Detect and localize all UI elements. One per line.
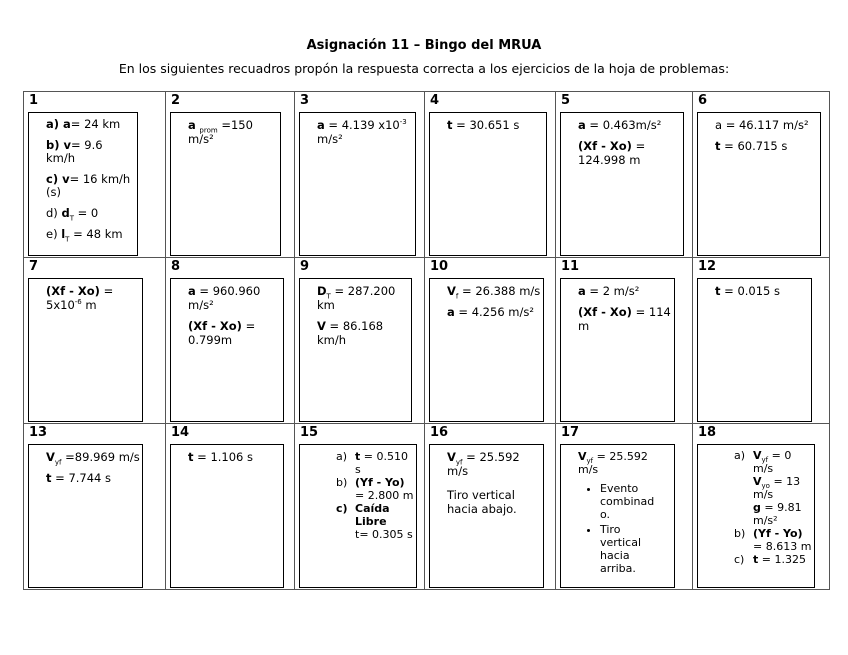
- answer-value: = 1.106 s: [193, 450, 254, 464]
- cell-2: [166, 92, 295, 258]
- answer-value: = 48 km: [69, 227, 123, 241]
- subscript: yf: [455, 458, 463, 467]
- cell-13: [24, 424, 166, 590]
- cell-number: 3: [300, 93, 310, 108]
- answer-value: 124.998 m: [578, 153, 641, 167]
- answer-prefix: b): [336, 476, 348, 489]
- cell-number: 7: [29, 259, 39, 274]
- answer-value: km/h: [317, 333, 347, 347]
- answer-prefix: e): [46, 227, 62, 241]
- cell-12: [693, 258, 830, 424]
- answer-value: m/s²: [188, 132, 214, 146]
- answer-value: = 8.613 m: [753, 540, 812, 553]
- answer-value: m: [81, 298, 97, 312]
- answer-label: t: [188, 450, 194, 464]
- cell-number: 16: [430, 425, 449, 440]
- answer-label: V: [753, 449, 762, 462]
- answer-value: = 1.325: [758, 553, 806, 566]
- subscript: T: [326, 292, 331, 301]
- answer-value: = 960.960: [195, 284, 261, 298]
- cell-number: 10: [430, 259, 449, 274]
- answer-value: s: [355, 463, 361, 476]
- cell-number: 8: [171, 259, 181, 274]
- superscript: -6: [74, 298, 82, 307]
- answer-value: = 60.715 s: [720, 139, 788, 153]
- answer-value: = 16 km/h: [69, 172, 131, 186]
- subscript: T: [69, 214, 74, 223]
- answer-value: m/s²: [188, 298, 214, 312]
- answer-box: [429, 278, 544, 422]
- answer-label: Caída: [355, 502, 390, 515]
- answer-prefix: c): [336, 502, 348, 515]
- answer-label: Libre: [355, 515, 387, 528]
- answer-label: (Yf - Yo): [355, 476, 405, 489]
- answer-value: = 4.139 x10: [324, 118, 400, 132]
- answer-box: [697, 444, 815, 588]
- answer-label: t: [715, 284, 721, 298]
- answer-prefix: c): [734, 553, 745, 566]
- answer-value: = 9.81: [760, 501, 802, 514]
- answer-value: = 26.388 m/s: [458, 284, 541, 298]
- cell-6: [693, 92, 830, 258]
- document-subtitle: En los siguientes recuadros propón la respuesta correcta a los ejercicios de la hoja de problemas:: [118, 61, 730, 76]
- answer-value: km/h: [46, 151, 76, 165]
- answer-value: m/s: [753, 462, 774, 475]
- superscript: -3: [399, 118, 407, 127]
- answer-label: a: [578, 284, 586, 298]
- answer-label: a: [317, 118, 325, 132]
- cell-18: [693, 424, 830, 590]
- cell-number: 15: [300, 425, 319, 440]
- cell-15: [295, 424, 425, 590]
- description-text: hacia abajo.: [447, 502, 517, 516]
- answer-label: t: [715, 139, 721, 153]
- answer-label: t: [355, 450, 361, 463]
- subscript: yf: [586, 457, 594, 466]
- answer-value: 5x10: [46, 298, 75, 312]
- answer-label: V: [447, 284, 456, 298]
- answer-value: = 0: [768, 449, 792, 462]
- cell-number: 1: [29, 93, 39, 108]
- cell-11: [556, 258, 693, 424]
- answer-label: (Xf - Xo): [46, 284, 100, 298]
- cell-number: 14: [171, 425, 190, 440]
- answer-label: a) a: [46, 117, 71, 131]
- cell-number: 18: [698, 425, 717, 440]
- grid-row-2: [24, 258, 830, 424]
- answer-value: = 13: [769, 475, 801, 488]
- answer-box: [697, 278, 812, 422]
- subscript: prom: [199, 126, 218, 135]
- subscript: T: [65, 235, 70, 244]
- answer-prefix: a): [336, 450, 348, 463]
- answer-label: a: [447, 305, 455, 319]
- cell-10: [425, 258, 556, 424]
- answer-label: V: [578, 450, 587, 463]
- answer-value: = 114: [631, 305, 671, 319]
- cell-16: [425, 424, 556, 590]
- answer-box: [560, 112, 684, 256]
- answer-value: t= 0.305 s: [355, 528, 413, 541]
- cell-3: [295, 92, 425, 258]
- answer-value: = 0.015 s: [720, 284, 781, 298]
- cell-number: 11: [561, 259, 580, 274]
- answer-value: =89.969 m/s: [61, 450, 140, 464]
- answer-value: m: [578, 319, 590, 333]
- answer-value: (s): [46, 185, 61, 199]
- answer-value: = 0.510: [360, 450, 408, 463]
- cell-14: [166, 424, 295, 590]
- answer-box: [299, 112, 416, 256]
- answer-box: [560, 444, 675, 588]
- answer-value: m/s: [578, 463, 599, 476]
- answer-label: c) v: [46, 172, 70, 186]
- answer-label: d: [61, 206, 70, 220]
- list-item: • Tiro vertical hacia arriba.: [600, 523, 674, 575]
- answer-box: [429, 444, 544, 588]
- answer-label: l: [61, 227, 66, 241]
- subscript: yf: [761, 456, 769, 465]
- grid-row-3: [24, 424, 830, 590]
- cell-5: [556, 92, 693, 258]
- cell-number: 4: [430, 93, 440, 108]
- cell-4: [425, 92, 556, 258]
- answer-value: = 25.592: [593, 450, 648, 463]
- answer-value: =: [99, 284, 114, 298]
- answer-box: [697, 112, 821, 256]
- answer-prefix: a): [734, 449, 746, 462]
- cell-number: 13: [29, 425, 48, 440]
- list-item: • Evento combinad o.: [600, 482, 674, 521]
- bullet-list: [561, 482, 674, 575]
- answer-value: = 4.256 m/s²: [454, 305, 534, 319]
- document-title: Asignación 11 – Bingo del MRUA: [306, 38, 542, 53]
- answer-value: = 0: [73, 206, 99, 220]
- answer-box: [299, 444, 417, 588]
- subscript: f: [455, 292, 459, 301]
- answer-label: (Xf - Xo): [188, 319, 242, 333]
- description-text: Tiro vertical: [447, 488, 515, 502]
- answer-value: = 0.463m/s²: [585, 118, 662, 132]
- cell-number: 6: [698, 93, 708, 108]
- subscript: yf: [54, 458, 62, 467]
- answer-label: t: [753, 553, 759, 566]
- cell-9: [295, 258, 425, 424]
- answer-label: b) v: [46, 138, 71, 152]
- answer-box: [170, 444, 284, 588]
- answer-label: V: [753, 475, 762, 488]
- answer-value: = 86.168: [325, 319, 384, 333]
- cell-1: [24, 92, 166, 258]
- cell-number: 17: [561, 425, 580, 440]
- answer-value: =150: [217, 118, 253, 132]
- answer-box: [28, 444, 143, 588]
- bingo-grid: [23, 91, 830, 590]
- cell-number: 12: [698, 259, 717, 274]
- answer-box: [429, 112, 547, 256]
- answer-label: V: [46, 450, 55, 464]
- cell-number: 2: [171, 93, 181, 108]
- answer-box: [170, 278, 284, 422]
- answer-value: = 25.592: [462, 450, 520, 464]
- answer-label: (Xf - Xo): [578, 305, 632, 319]
- answer-label: (Yf - Yo): [753, 527, 803, 540]
- answer-value: = 287.200: [330, 284, 396, 298]
- answer-value: 0.799m: [188, 333, 233, 347]
- answer-label: V: [317, 319, 326, 333]
- cell-7: [24, 258, 166, 424]
- cell-number: 5: [561, 93, 571, 108]
- answer-box: [560, 278, 675, 422]
- answer-prefix: b): [734, 527, 746, 540]
- answer-label: g: [753, 501, 761, 514]
- cell-number: 9: [300, 259, 310, 274]
- answer-label: V: [447, 450, 456, 464]
- answer-value: a = 46.117 m/s²: [715, 118, 809, 132]
- answer-value: m/s²: [317, 132, 343, 146]
- answer-value: = 7.744 s: [51, 471, 112, 485]
- answer-value: = 9.6: [71, 138, 103, 152]
- answer-label: a: [188, 284, 196, 298]
- answer-prefix: d): [46, 206, 62, 220]
- answer-value: = 2 m/s²: [585, 284, 640, 298]
- answer-value: = 24 km: [70, 117, 121, 131]
- answer-value: m/s²: [753, 514, 778, 527]
- answer-value: = 30.651 s: [452, 118, 520, 132]
- answer-box: [170, 112, 281, 256]
- answer-label: t: [46, 471, 52, 485]
- answer-value: m/s: [447, 464, 469, 478]
- subscript: yo: [761, 482, 770, 491]
- answer-box: [28, 278, 143, 422]
- answer-box: [299, 278, 412, 422]
- answer-box: [28, 112, 138, 256]
- answer-label: (Xf - Xo): [578, 139, 632, 153]
- answer-label: t: [447, 118, 453, 132]
- cell-17: [556, 424, 693, 590]
- answer-value: =: [241, 319, 256, 333]
- answer-label: D: [317, 284, 327, 298]
- answer-value: m/s: [753, 488, 774, 501]
- answer-value: =: [631, 139, 646, 153]
- cell-8: [166, 258, 295, 424]
- answer-value: km: [317, 298, 335, 312]
- answer-value: = 2.800 m: [355, 489, 414, 502]
- answer-label: a: [188, 118, 196, 132]
- grid-row-1: [24, 92, 830, 258]
- answer-label: a: [578, 118, 586, 132]
